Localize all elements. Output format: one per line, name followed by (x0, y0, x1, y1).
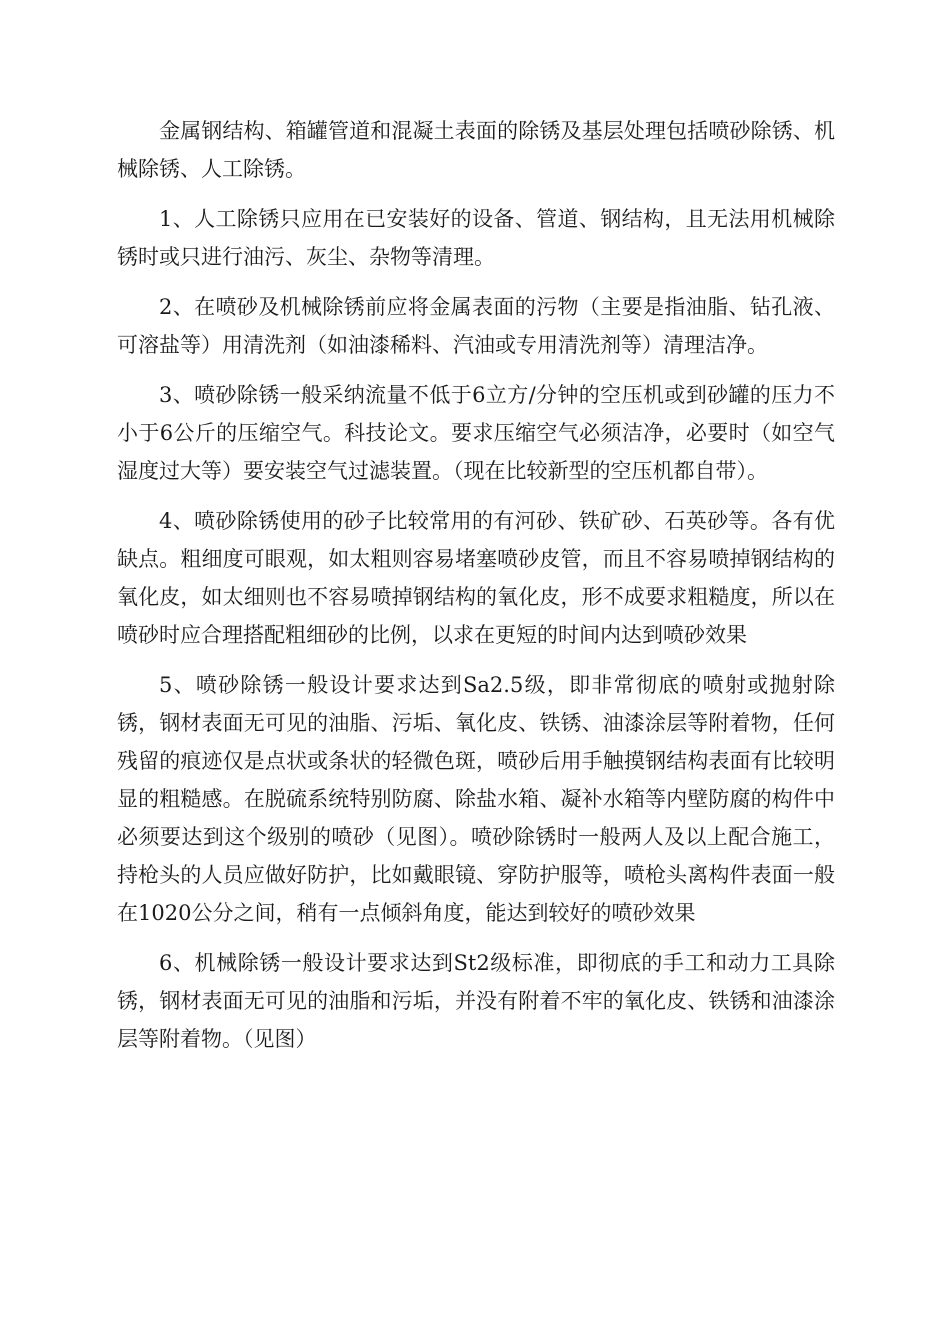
document-body (117, 112, 835, 1070)
paragraph-5-sa25-grade: 5、喷砂除锈一般设计要求达到Sa2.5级，即非常彻底的喷射或抛射除锈，钢材表面无可见的油脂、污垢、氧化皮、铁锈、油漆涂层等附着物，任何残留的痕迹仅是点状或条状的轻微色斑，喷砂后用手触摸钢结构表面有比较明显的粗糙感。在脱硫系统特别防腐、除盐水箱、凝补水箱等内壁防腐的构件中必须要达到这个级别的喷砂（见图）。喷砂除锈时一般两人及以上配合施工，持枪头的人员应做好防护，比如戴眼镜、穿防护服等，喷枪头离构件表面一般在1020公分之间，稍有一点倾斜角度，能达到较好的喷砂效果 (117, 673, 835, 925)
paragraph-3-compressed-air: 3、喷砂除锈一般采纳流量不低于6立方/分钟的空压机或到砂罐的压力不小于6公斤的压缩空气。科技论文。要求压缩空气必须洁净，必要时（如空气湿度过大等）要安装空气过滤装置。（现在比较新型的空压机都自带）。 (117, 383, 835, 483)
paragraph-4-sand-types: 4、喷砂除锈使用的砂子比较常用的有河砂、铁矿砂、石英砂等。各有优缺点。粗细度可眼观，如太粗则容易堵塞喷砂皮管，而且不容易喷掉钢结构的氧化皮，如太细则也不容易喷掉钢结构的氧化皮，形不成要求粗糙度，所以在喷砂时应合理搭配粗细砂的比例，以求在更短的时间内达到喷砂效果 (117, 509, 835, 647)
paragraph-6-st2-grade: 6、机械除锈一般设计要求达到St2级标准，即彻底的手工和动力工具除锈，钢材表面无可见的油脂和污垢，并没有附着不牢的氧化皮、铁锈和油漆涂层等附着物。（见图） (117, 951, 835, 1051)
paragraph-2-surface-cleaning: 2、在喷砂及机械除锈前应将金属表面的污物（主要是指油脂、钻孔液、可溶盐等）用清洗剂（如油漆稀料、汽油或专用清洗剂等）清理洁净。 (117, 295, 835, 357)
paragraph-intro: 金属钢结构、箱罐管道和混凝土表面的除锈及基层处理包括喷砂除锈、机械除锈、人工除锈。 (117, 119, 835, 181)
paragraph-1-manual-derusting: 1、人工除锈只应用在已安装好的设备、管道、钢结构，且无法用机械除锈时或只进行油污、灰尘、杂物等清理。 (117, 207, 835, 269)
